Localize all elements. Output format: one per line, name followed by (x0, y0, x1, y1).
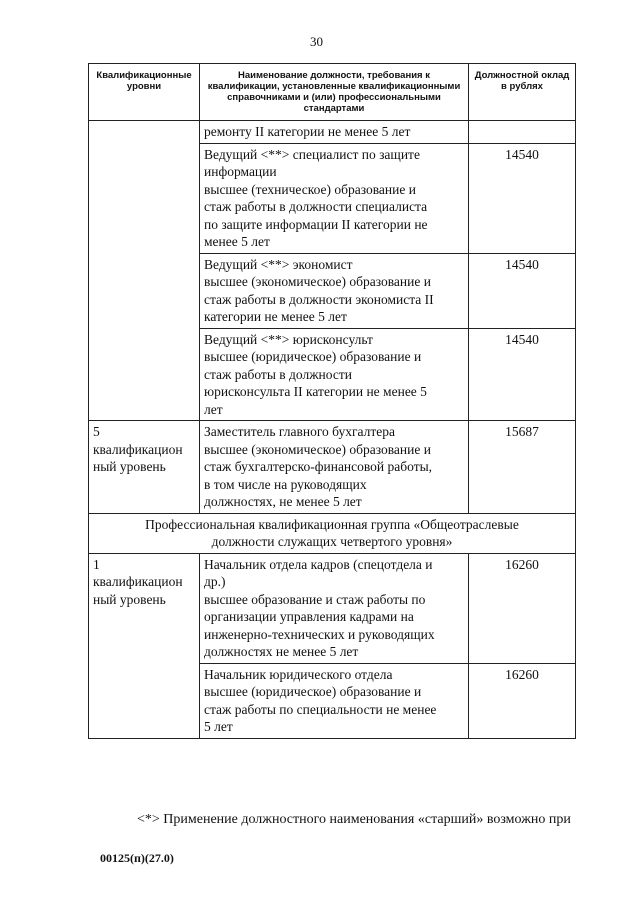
text-line: квалификацион (93, 574, 183, 589)
text-line: организации управления кадрами на (204, 609, 414, 624)
text-line: должности служащих четвертого уровня» (211, 534, 453, 549)
text-line: 5 (93, 424, 100, 439)
salary-cell: 14540 (469, 253, 576, 328)
table-row (89, 121, 576, 144)
qualification-level-cell (89, 121, 200, 421)
text-line: стаж работы в должности экономиста II (204, 291, 434, 307)
position-description-cell (200, 553, 469, 663)
text-line: Ведущий <**> специалист по защите (204, 146, 420, 162)
text-line: ный уровень (93, 591, 166, 607)
qualification-level-cell (89, 553, 200, 738)
text-line: Начальник юридического отдела (204, 666, 393, 682)
group-title (89, 513, 576, 553)
position-description-cell (200, 143, 469, 253)
text-line: категории не менее 5 лет (204, 309, 347, 324)
salary-cell: 14540 (469, 143, 576, 253)
table-row (89, 553, 576, 663)
table-header-row (89, 64, 576, 121)
position-description-cell (200, 328, 469, 421)
text-line: Ведущий <**> экономист (204, 256, 353, 272)
text-line: высшее (юридическое) образование и (204, 684, 422, 699)
text-line: по защите информации II категории не (204, 216, 428, 232)
salary-cell: 15687 (469, 421, 576, 514)
salary-cell: 16260 (469, 663, 576, 738)
header-levels: Квалификационные уровни (89, 64, 200, 121)
text-line: ный уровень (93, 459, 166, 474)
position-description-cell (200, 421, 469, 514)
text-line: 1 (93, 556, 100, 572)
position-description-cell (200, 253, 469, 328)
text-line: стаж работы в должности (204, 366, 352, 382)
position-description-cell (200, 663, 469, 738)
text-line: информации (204, 164, 277, 179)
group-title-row (89, 513, 576, 553)
text-line: лет (204, 401, 223, 417)
text-line: высшее образование и стаж работы по (204, 591, 426, 607)
text-line: высшее (юридическое) образование и (204, 349, 422, 364)
footnote: <*> Применение должностного наименования «старший» возможно при (137, 812, 571, 827)
text-line: 5 лет (204, 719, 233, 734)
text-line: должностях не менее 5 лет (204, 644, 359, 659)
text-line: высшее (техническое) образование и (204, 181, 416, 197)
text-line: Заместитель главного бухгалтера (204, 424, 396, 439)
text-line: менее 5 лет (204, 234, 270, 249)
text-line: стаж работы по специальности не менее (204, 701, 437, 717)
salary-cell (469, 121, 576, 144)
position-description-cell (200, 121, 469, 144)
text-line: др.) (204, 574, 226, 589)
text-line: инженерно-технических и руководящих (204, 626, 435, 642)
text-line: Ведущий <**> юрисконсульт (204, 331, 373, 347)
text-line: в том числе на руководящих (204, 476, 367, 492)
text-line: ремонту II категории не менее 5 лет (204, 124, 411, 139)
qualification-table (88, 63, 576, 739)
header-position: Наименование должности, требования к квалификации, установленные квалификационными справочниками и (или) профессиональными стандартами (200, 64, 469, 121)
page-number: 30 (310, 34, 323, 49)
text-line: высшее (экономическое) образование и (204, 274, 431, 289)
text-line: высшее (экономическое) образование и (204, 441, 431, 457)
salary-cell: 16260 (469, 553, 576, 663)
text-line: стаж бухгалтерско-финансовой работы, (204, 459, 433, 474)
document-code: 00125(п)(27.0) (100, 851, 174, 865)
text-line: стаж работы в должности специалиста (204, 199, 428, 214)
table-body (89, 121, 576, 739)
text-line: Профессиональная квалификационная группа «Общеотраслевые (145, 516, 519, 532)
table-row (89, 421, 576, 514)
text-line: Начальник отдела кадров (спецотдела и (204, 556, 433, 572)
salary-cell: 14540 (469, 328, 576, 421)
text-line: квалификацион (93, 441, 183, 457)
text-line: юрисконсульта II категории не менее 5 (204, 384, 427, 399)
qualification-level-cell (89, 421, 200, 514)
header-salary: Должностной оклад в рублях (469, 64, 576, 121)
text-line: должностях, не менее 5 лет (204, 494, 362, 509)
